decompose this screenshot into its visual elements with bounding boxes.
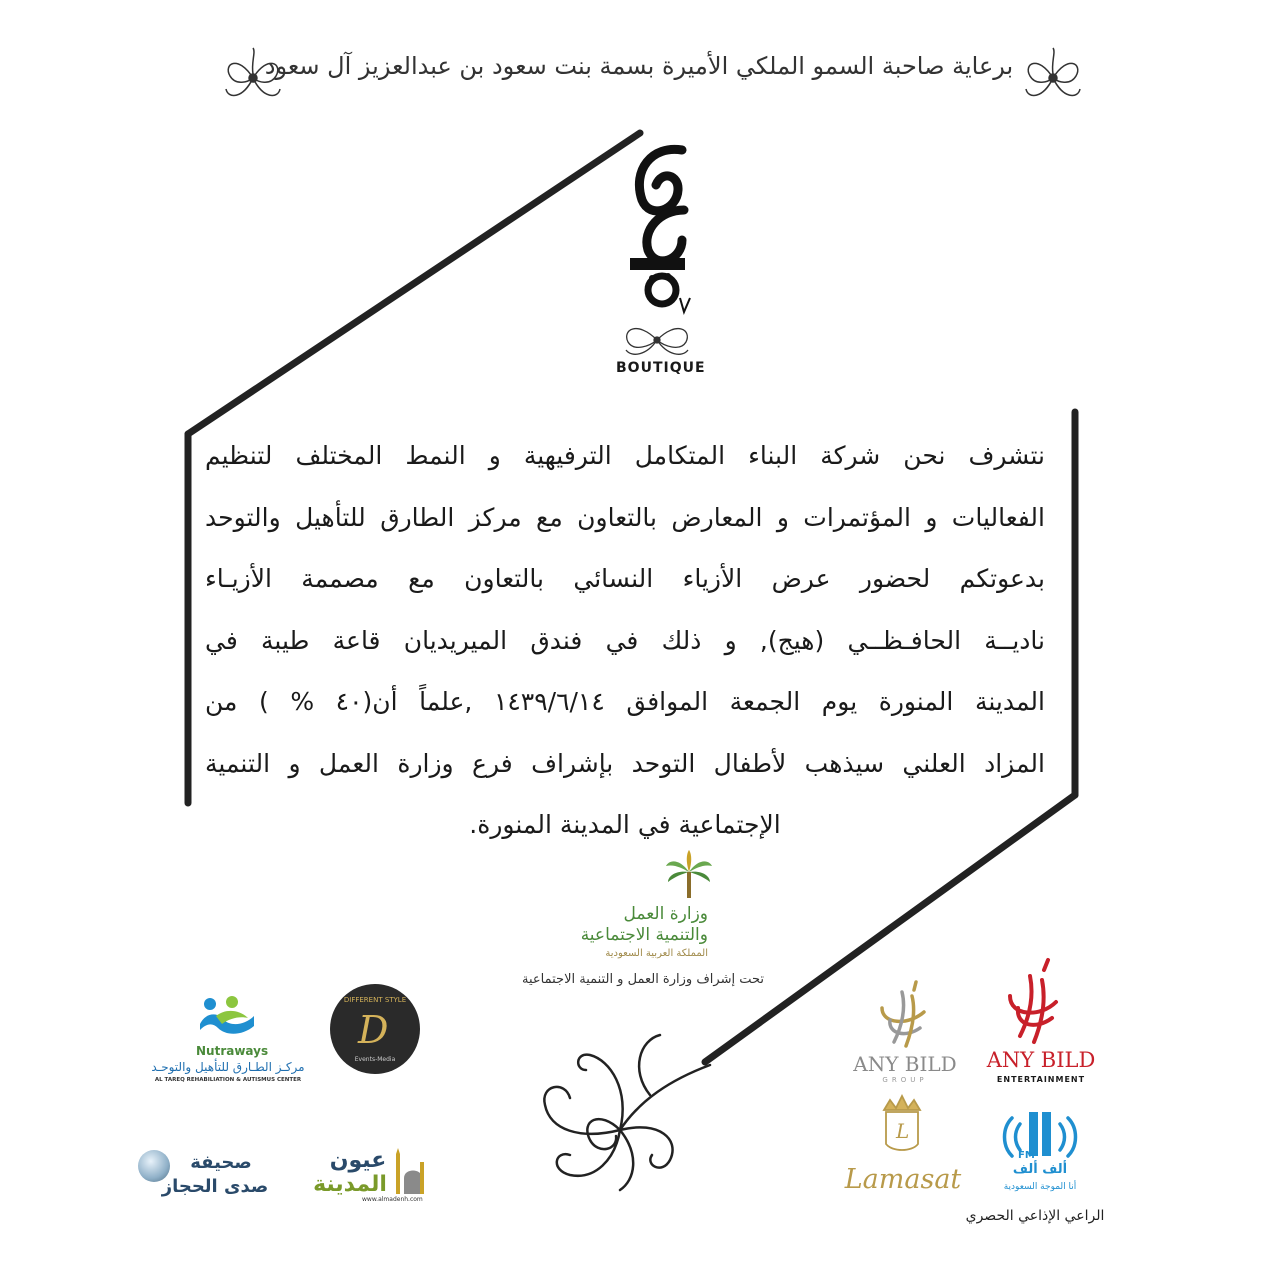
radio-sponsor-label: الراعي الإذاعي الحصري — [965, 1208, 1105, 1224]
sponsorship-header: برعاية صاحبة السمو الملكي الأميرة بسمة بنت سعود بن عبدالعزيز آل سعود — [264, 52, 1014, 80]
svg-text:L: L — [896, 1119, 910, 1143]
alf-sub-label: أنا الموجة السعودية — [1003, 1182, 1077, 1192]
mosque-icon — [392, 1148, 428, 1196]
oyoun-line2: المدينة — [313, 1172, 387, 1197]
anybild-gold-calligraphy-icon — [874, 978, 936, 1050]
tareq-arabic-label: مركـز الطـارق للتأهيل والتوحـد — [151, 1060, 305, 1074]
text-line: بدعوتكم لحضور عرض الأزياء النسائي بالتعاون مع مصممة الأزيـاء — [205, 564, 1045, 593]
people-logo-icon — [196, 996, 258, 1038]
boutique-label: BOUTIQUE — [616, 360, 706, 376]
ministry-kingdom: المملكة العربية السعودية — [605, 948, 708, 959]
lamasat-label: Lamasat — [844, 1164, 962, 1195]
anybild-ent-sub: ENTERTAINMENT — [996, 1075, 1086, 1084]
anybild-group-label: ANY BILD — [853, 1052, 957, 1076]
text-line: ناديــة الحافـظــي (هيج), و ذلك في فندق الميريديان قاعة طيبة في — [205, 625, 1045, 655]
oyoun-line1: عيون — [329, 1148, 387, 1173]
tareq-english-label: AL TAREQ REHABILIATION & AUTISMUS CENTER — [154, 1077, 302, 1083]
anybild-red-calligraphy-icon — [1000, 956, 1066, 1048]
text-line: الفعاليات و المؤتمرات و المعارض بالتعاون مع مركز الطارق للتأهيل والتوحد — [205, 502, 1045, 532]
crown-icon — [872, 1094, 932, 1156]
anybild-group-sub: GROUP — [882, 1076, 928, 1084]
anybild-ent-label: ANY BILD — [986, 1048, 1096, 1072]
text-line: الإجتماعية في المدينة المنورة. — [469, 810, 781, 839]
supervision-text: تحت إشراف وزارة العمل و التنمية الاجتماعية — [521, 972, 764, 987]
ministry-name-line2: والتنمية الاجتماعية — [580, 925, 708, 945]
ministry-name-line1: وزارة العمل — [623, 904, 708, 924]
text-line: المزاد العلني سيذهب لأطفال التوحد بإشراف فرع وزارة العمل و التنمية — [205, 748, 1045, 778]
different-style-logo — [330, 984, 420, 1074]
ministry-name — [520, 904, 708, 962]
oyoun-url: www.almadenh.com — [362, 1196, 423, 1203]
different-style-label: DIFFERENT STYLE — [343, 996, 407, 1004]
invitation-text — [205, 425, 1045, 856]
sada-line1: صحيفة — [190, 1152, 252, 1173]
alf-name-label: ألف ألف — [1012, 1162, 1068, 1177]
different-style-sub: Events-Media — [354, 1056, 396, 1063]
alf-fm-label: FM — [1018, 1150, 1035, 1161]
radio-logo-icon — [996, 1108, 1084, 1166]
d-monogram: D — [358, 1008, 389, 1052]
nutraways-label: Nutraways — [196, 1044, 269, 1058]
boutique-logo — [612, 140, 706, 380]
calligraphy-icon — [612, 140, 702, 360]
sada-line2: صدى الحجاز — [161, 1176, 269, 1197]
text-line: المدينة المنورة يوم الجمعة الموافق ١٤٣٩/٦/١٤ ,علماً أن(٤٠ % ) من — [205, 687, 1045, 716]
text-line: نتشرف نحن شركة البناء المتكامل الترفيهية و النمط المختلف لتنظيم — [205, 441, 1045, 470]
palm-logo-icon — [664, 848, 714, 900]
flourish-icon — [520, 1010, 730, 1200]
